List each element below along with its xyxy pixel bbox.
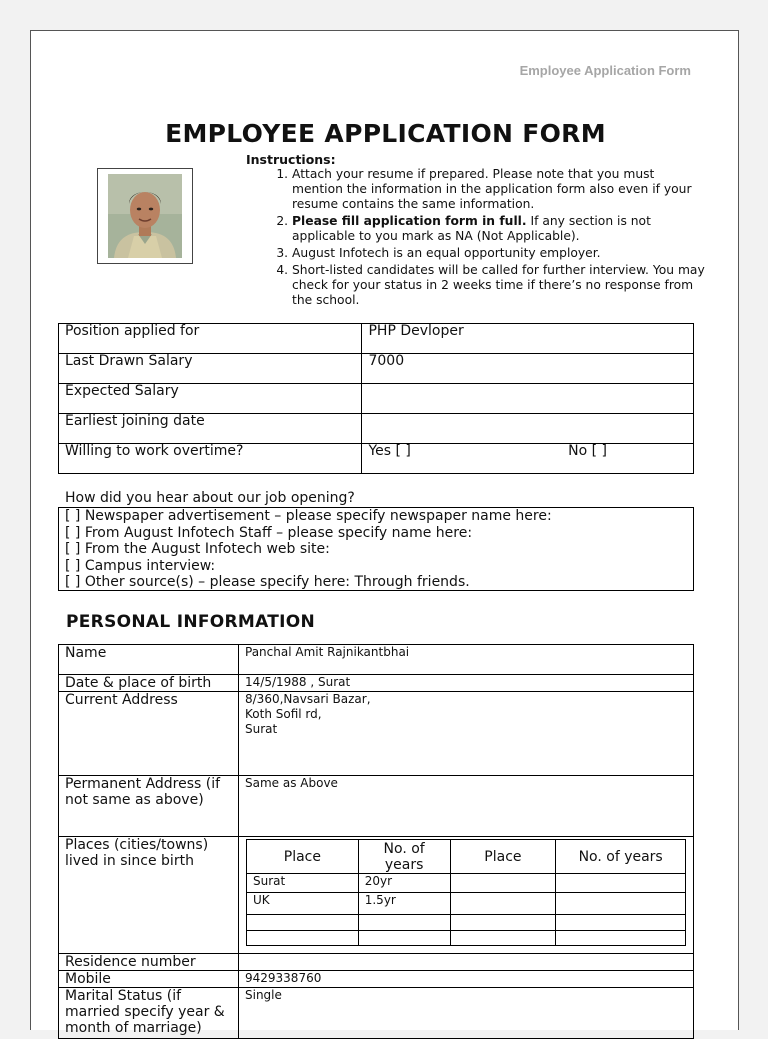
- places-cell-years[interactable]: 1.5yr: [358, 893, 450, 915]
- places-cell-place-2[interactable]: [450, 915, 556, 931]
- job-source-option-other[interactable]: [ ] Other source(s) – please specify here: Through friends.: [65, 574, 470, 590]
- dob-label-cell: [58, 674, 239, 692]
- places-cell-place[interactable]: [247, 915, 359, 931]
- applicant-photo: [97, 168, 193, 264]
- joining-date-label: Earliest joining date: [59, 414, 362, 444]
- mobile-field[interactable]: [238, 970, 694, 988]
- mobile-label: Mobile: [65, 971, 111, 987]
- instruction-bold-text: Please fill application form in full.: [292, 214, 527, 228]
- current-address-line: 8/360,Navsari Bazar,: [245, 692, 371, 706]
- expected-salary-field[interactable]: [362, 384, 694, 414]
- places-cell-place[interactable]: Surat: [247, 874, 359, 893]
- table-row: [59, 354, 694, 384]
- marital-label: Marital Status (if married specify year & month of marriage): [65, 988, 225, 1036]
- job-details-table: [58, 323, 694, 474]
- job-source-option-staff[interactable]: [ ] From August Infotech Staff – please specify name here:: [65, 524, 473, 541]
- table-row: [247, 915, 686, 931]
- table-row: [247, 874, 686, 893]
- dob-value: 14/5/1988 , Surat: [245, 675, 351, 689]
- table-row: [59, 444, 694, 474]
- job-source-option-campus[interactable]: [ ] Campus interview:: [65, 557, 216, 574]
- residence-label: Residence number: [65, 954, 196, 970]
- job-source-question: How did you hear about our job opening?: [65, 490, 355, 506]
- places-cell-years-2[interactable]: [556, 915, 686, 931]
- name-field[interactable]: [238, 644, 694, 675]
- places-cell-years-2[interactable]: [556, 893, 686, 915]
- instruction-text: August Infotech is an equal opportunity employer.: [292, 246, 601, 260]
- places-cell-years[interactable]: [358, 931, 450, 946]
- job-source-option-website[interactable]: [ ] From the August Infotech web site:: [65, 541, 330, 557]
- places-header-years: No. of years: [358, 840, 450, 874]
- permanent-address-label: Permanent Address (if not same as above): [65, 776, 221, 808]
- table-row: [59, 324, 694, 354]
- places-cell-place-2[interactable]: [450, 893, 556, 915]
- permanent-address-value: Same as Above: [245, 776, 338, 790]
- current-address-line: Koth Sofil rd,: [245, 707, 322, 721]
- marital-value: Single: [245, 988, 282, 1002]
- name-label: Name: [65, 645, 107, 661]
- table-row: [59, 414, 694, 444]
- instruction-item: [292, 214, 706, 244]
- dob-field[interactable]: [238, 674, 694, 692]
- residence-label-cell: [58, 953, 239, 971]
- marital-field[interactable]: [238, 987, 694, 1039]
- places-cell-place-2[interactable]: [450, 931, 556, 946]
- page-title: EMPLOYEE APPLICATION FORM: [165, 119, 606, 148]
- places-header-years-2: No. of years: [556, 840, 686, 874]
- name-label-cell: [58, 644, 239, 675]
- form-page: [30, 30, 739, 1036]
- joining-date-field[interactable]: [362, 414, 694, 444]
- places-cell-years-2[interactable]: [556, 874, 686, 893]
- places-cell-place-2[interactable]: [450, 874, 556, 893]
- overtime-yes-checkbox[interactable]: Yes [ ]: [368, 443, 411, 459]
- mobile-label-cell: [58, 970, 239, 988]
- job-source-option-newspaper[interactable]: [ ] Newspaper advertisement – please specify newspaper name here:: [65, 508, 552, 524]
- overtime-label: Willing to work overtime?: [59, 444, 362, 474]
- instructions-heading: Instructions:: [246, 152, 336, 167]
- places-cell-place[interactable]: [247, 931, 359, 946]
- name-value: Panchal Amit Rajnikantbhai: [245, 645, 410, 659]
- marital-label-cell: [58, 987, 239, 1039]
- current-address-field[interactable]: [238, 691, 694, 776]
- job-source-options: [58, 507, 694, 591]
- permanent-address-field[interactable]: [238, 775, 694, 837]
- instructions: [246, 152, 706, 310]
- position-label: Position applied for: [59, 324, 362, 354]
- places-header-place: Place: [247, 840, 359, 874]
- mobile-value: 9429338760: [245, 971, 322, 985]
- dob-label: Date & place of birth: [65, 675, 212, 691]
- table-row: [247, 931, 686, 946]
- current-address-label-cell: [58, 691, 239, 776]
- places-table: [246, 839, 686, 946]
- running-header: Employee Application Form: [519, 63, 691, 78]
- residence-field[interactable]: [238, 953, 694, 971]
- table-row: [59, 384, 694, 414]
- overtime-no-checkbox[interactable]: No [ ]: [568, 443, 607, 459]
- places-label-cell: [58, 836, 239, 954]
- last-salary-field[interactable]: 7000: [362, 354, 694, 384]
- places-cell-years[interactable]: 20yr: [358, 874, 450, 893]
- instruction-text: Short-listed candidates will be called for further interview. You may check for your status in 2 weeks time if there’s no response from the school.: [292, 263, 705, 307]
- table-row: [247, 840, 686, 874]
- instruction-item: [292, 246, 706, 261]
- instruction-text: Attach your resume if prepared. Please note that you must mention the information in the application form also even if your resume contains the same information.: [292, 167, 692, 211]
- personal-info-heading: PERSONAL INFORMATION: [66, 612, 316, 632]
- places-header-place-2: Place: [450, 840, 556, 874]
- last-salary-label: Last Drawn Salary: [59, 354, 362, 384]
- current-address-label: Current Address: [65, 692, 178, 708]
- table-row: [247, 893, 686, 915]
- applicant-photo-icon: [108, 174, 182, 258]
- places-label: Places (cities/towns) lived in since birth: [65, 837, 209, 869]
- places-cell-years[interactable]: [358, 915, 450, 931]
- places-cell-place[interactable]: UK: [247, 893, 359, 915]
- position-field[interactable]: PHP Devloper: [362, 324, 694, 354]
- instruction-item: [292, 263, 706, 308]
- instructions-list: [246, 167, 706, 308]
- instruction-text: If any section is not applicable to you mark as NA (Not Applicable).: [292, 214, 651, 243]
- instruction-item: [292, 167, 706, 212]
- current-address-line: Surat: [245, 722, 278, 736]
- overtime-options: [362, 444, 694, 474]
- places-cell-years-2[interactable]: [556, 931, 686, 946]
- personal-info-table: [58, 644, 694, 1039]
- permanent-address-label-cell: [58, 775, 239, 837]
- expected-salary-label: Expected Salary: [59, 384, 362, 414]
